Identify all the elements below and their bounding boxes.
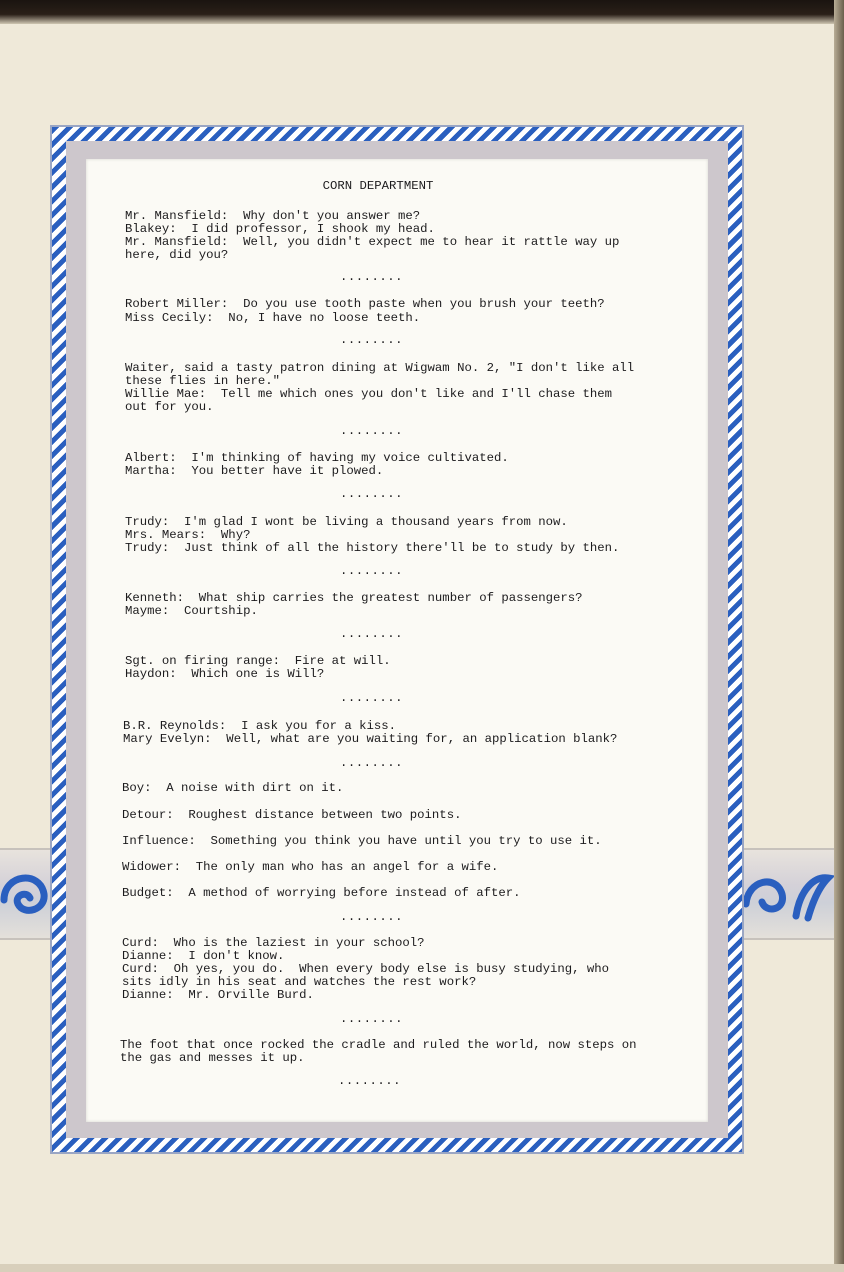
swirl-ornament-icon bbox=[0, 860, 54, 928]
separator-dots: ........ bbox=[340, 910, 404, 924]
page-top-shadow bbox=[0, 0, 844, 24]
definition-line: Boy: A noise with dirt on it. bbox=[122, 781, 344, 795]
dialogue-line: Kenneth: What ship carries the greatest number of passengers? bbox=[125, 591, 583, 605]
separator-dots: ........ bbox=[340, 627, 404, 641]
definition-line: Widower: The only man who has an angel for a wife. bbox=[122, 860, 499, 874]
dialogue-line: these flies in here." bbox=[125, 374, 280, 388]
closing-line: The foot that once rocked the cradle and ruled the world, now steps on bbox=[120, 1038, 637, 1052]
page-title: CORN DEPARTMENT bbox=[322, 179, 434, 193]
dialogue-line: here, did you? bbox=[125, 248, 229, 262]
separator-dots: ........ bbox=[340, 487, 404, 501]
definition-line: Detour: Roughest distance between two points. bbox=[122, 808, 462, 822]
left-ornament-band bbox=[0, 848, 54, 940]
swirl-ornament-icon bbox=[738, 860, 834, 928]
definition-line: Budget: A method of worrying before instead of after. bbox=[122, 886, 521, 900]
separator-dots: ........ bbox=[340, 756, 404, 770]
dialogue-line: Dianne: I don't know. bbox=[122, 949, 285, 963]
dialogue-line: Mayme: Courtship. bbox=[125, 604, 258, 618]
separator-dots: ........ bbox=[340, 333, 404, 347]
dialogue-line: Dianne: Mr. Orville Burd. bbox=[122, 988, 314, 1002]
dialogue-line: Mr. Mansfield: Well, you didn't expect me to hear it rattle way up bbox=[125, 235, 620, 249]
dialogue-line: sits idly in his seat and watches the rest work? bbox=[122, 975, 477, 989]
dialogue-line: Waiter, said a tasty patron dining at Wigwam No. 2, "I don't like all bbox=[125, 361, 635, 375]
dialogue-line: Blakey: I did professor, I shook my head. bbox=[125, 222, 435, 236]
dialogue-line: Albert: I'm thinking of having my voice cultivated. bbox=[125, 451, 509, 465]
separator-dots: ........ bbox=[340, 270, 404, 284]
dialogue-line: Curd: Oh yes, you do. When every body else is busy studying, who bbox=[122, 962, 610, 976]
separator-dots: ........ bbox=[340, 424, 404, 438]
dialogue-line: Trudy: I'm glad I wont be living a thousand years from now. bbox=[125, 515, 568, 529]
closing-line: the gas and messes it up. bbox=[120, 1051, 305, 1065]
page-right-edge bbox=[834, 0, 844, 1272]
separator-dots: ........ bbox=[340, 691, 404, 705]
dialogue-line: out for you. bbox=[125, 400, 214, 414]
separator-dots: ........ bbox=[340, 1012, 404, 1026]
dialogue-line: Miss Cecily: No, I have no loose teeth. bbox=[125, 311, 421, 325]
page-bottom-edge bbox=[0, 1264, 844, 1272]
separator-dots: ........ bbox=[338, 1074, 402, 1088]
right-ornament-band bbox=[738, 848, 834, 940]
dialogue-line: Mary Evelyn: Well, what are you waiting for, an application blank? bbox=[123, 732, 618, 746]
separator-dots: ........ bbox=[340, 564, 404, 578]
dialogue-line: Curd: Who is the laziest in your school? bbox=[122, 936, 425, 950]
dialogue-line: Sgt. on firing range: Fire at will. bbox=[125, 654, 391, 668]
dialogue-line: Trudy: Just think of all the history there'll be to study by then. bbox=[125, 541, 620, 555]
dialogue-line: Mr. Mansfield: Why don't you answer me? bbox=[125, 209, 421, 223]
dialogue-line: B.R. Reynolds: I ask you for a kiss. bbox=[123, 719, 397, 733]
dialogue-line: Robert Miller: Do you use tooth paste when you brush your teeth? bbox=[125, 297, 605, 311]
definition-line: Influence: Something you think you have until you try to use it. bbox=[122, 834, 602, 848]
dialogue-line: Willie Mae: Tell me which ones you don't like and I'll chase them bbox=[125, 387, 613, 401]
dialogue-line: Martha: You better have it plowed. bbox=[125, 464, 384, 478]
dialogue-line: Mrs. Mears: Why? bbox=[125, 528, 251, 542]
dialogue-line: Haydon: Which one is Will? bbox=[125, 667, 325, 681]
